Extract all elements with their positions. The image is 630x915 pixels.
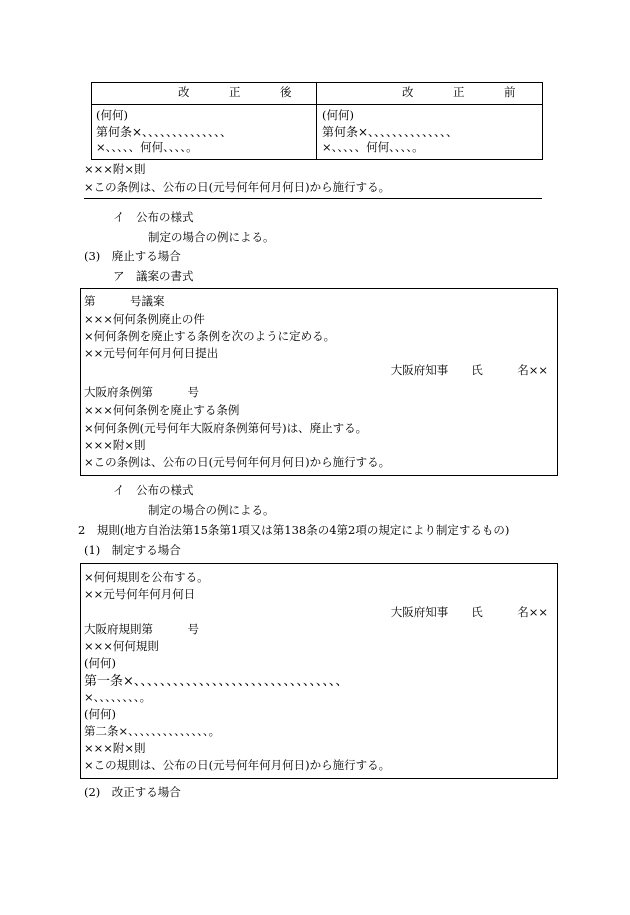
rule-date: ××元号何年何月何日 — [84, 587, 196, 601]
rule-supplementary: ×××附×則 — [84, 741, 146, 755]
before-line-3: ×、、、、、何何、、、、。 — [322, 140, 424, 154]
rule-enforcement: ×この規則は、公布の日(元号何年何月何日)から施行する。 — [84, 758, 391, 772]
bill-number: 第 号議案 — [84, 294, 165, 308]
revision-table-divider — [316, 82, 317, 160]
heading-2-rules: 2 規則(地方自治法第15条第1項又は第138条の4第2項の規定により制定するもの) — [78, 523, 510, 537]
section-3-heading: (3) 廃止する場合 — [84, 249, 181, 263]
table1-enforcement: ×この条例は、公布の日(元号何年何月何日)から施行する。 — [84, 180, 391, 194]
after-line-3: ×、、、、、何何、、、、。 — [96, 140, 198, 154]
bill-governor: 大阪府知事 氏 名×× — [390, 363, 548, 377]
rule-article-1: 第一条×、、、、、、、、、、、、、、、、、、、、、、、、、、、、、、、、 — [84, 674, 349, 689]
rule-promulgate: ×何何規則を公布する。 — [84, 570, 209, 584]
after-line-2: 第何条×、、、、、、、、、、、、、、 — [96, 125, 233, 139]
ordinance-supplementary: ×××附×則 — [84, 438, 146, 452]
table1-bottom-rule — [84, 198, 542, 199]
header-before: 改 正 前 — [402, 85, 530, 99]
revision-table-header-rule — [91, 104, 543, 105]
section-1-heading: (1) 制定する場合 — [84, 543, 181, 557]
rule-number: 大阪府規則第 号 — [84, 622, 199, 636]
i-heading-1: イ 公布の様式 — [113, 210, 194, 224]
bill-purpose: ×何何条例を廃止する条例を次のように定める。 — [84, 329, 336, 343]
rule-title: ×××何何規則 — [84, 639, 159, 653]
header-after: 改 正 後 — [178, 85, 306, 99]
a-heading: ア 議案の書式 — [113, 269, 194, 283]
bill-title: ×××何何条例廃止の件 — [84, 312, 205, 326]
i-heading-2: イ 公布の様式 — [113, 483, 194, 497]
after-line-1: (何何) — [96, 108, 128, 122]
bill-date: ××元号何年何月何日提出 — [84, 346, 219, 360]
i-text-1: 制定の場合の例による。 — [148, 230, 275, 244]
before-line-1: (何何) — [322, 108, 354, 122]
before-line-2: 第何条×、、、、、、、、、、、、、、 — [322, 125, 459, 139]
ordinance-title: ×××何何条例を廃止する条例 — [84, 403, 240, 417]
ordinance-number: 大阪府条例第 号 — [84, 385, 199, 399]
i-text-2: 制定の場合の例による。 — [148, 503, 275, 517]
rule-article-1-cont: ×、、、、、、、、。 — [84, 690, 152, 704]
rule-caption-2: (何何) — [84, 707, 116, 721]
section-2-heading: (2) 改正する場合 — [84, 785, 181, 799]
rule-caption-1: (何何) — [84, 656, 116, 670]
ordinance-enforcement: ×この条例は、公布の日(元号何年何月何日)から施行する。 — [84, 455, 391, 469]
rule-governor: 大阪府知事 氏 名×× — [390, 605, 548, 619]
ordinance-body: ×何何条例(元号何年大阪府条例第何号)は、廃止する。 — [84, 421, 368, 435]
rule-article-2: 第二条×、、、、、、、、、、、、、、。 — [84, 724, 221, 738]
table1-supplementary: ×××附×則 — [84, 162, 146, 176]
